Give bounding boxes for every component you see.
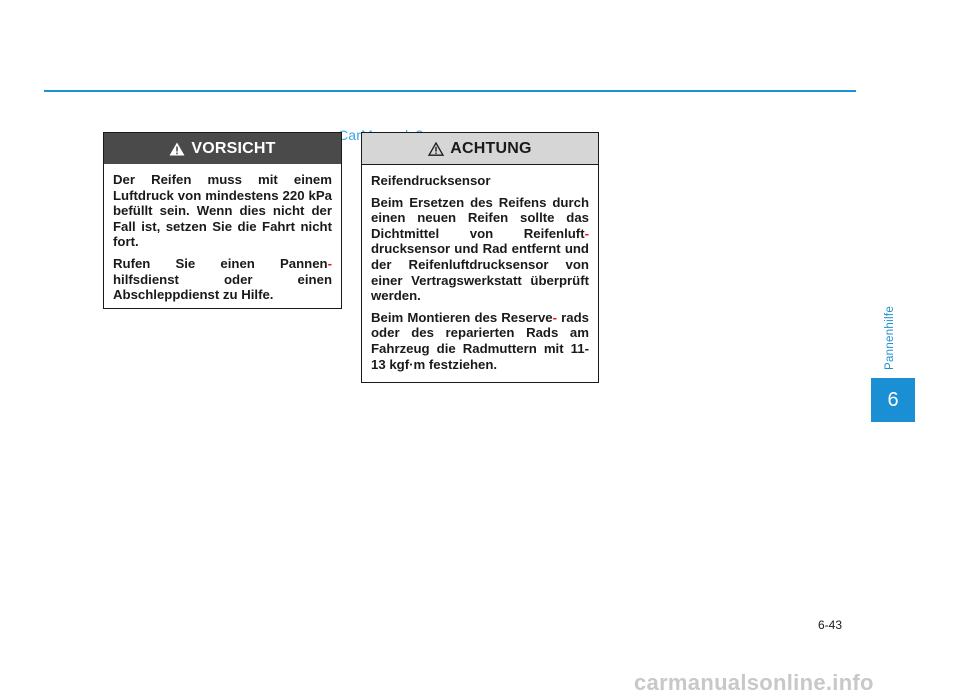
warning-triangle-icon: [169, 142, 185, 156]
warning-body: [362, 165, 598, 372]
hyphen-mark: -: [327, 255, 332, 271]
hyphen-mark: -: [552, 309, 558, 325]
warning-box: [361, 132, 599, 383]
warning-header: [362, 133, 598, 165]
caution-box: [103, 132, 342, 309]
caution-header: [104, 133, 341, 164]
section-side-label: [880, 302, 900, 374]
warning-paragraph-1-start: Beim Ersetzen des Reifens durch einen neuen Reifen sollte das Dichtmittel von Reifenluft: [371, 194, 589, 241]
warning-paragraph-1-end: drucksensor und Rad entfernt und der Reifenluftdrucksensor von einer Vertragswerkstatt überprüft werden.: [371, 241, 589, 304]
caution-paragraph-2-end: hilfsdienst oder einen Abschleppdienst zu Hilfe.: [113, 271, 332, 303]
section-label-text: Pannenhilfe: [884, 305, 897, 371]
warning-paragraph-2-start: Beim Montieren des Reserve: [371, 309, 553, 325]
warning-paragraph-2-end: rads oder des reparierten Rads am Fahrzeug die Radmuttern mit 11-13 kgf·m festziehen.: [371, 309, 589, 372]
caution-paragraph-2-start: Rufen Sie einen Pannen: [113, 255, 328, 271]
warning-triangle-outline-icon: [428, 142, 444, 156]
hyphen-mark: -: [584, 225, 589, 241]
warning-title: ACHTUNG: [450, 139, 532, 157]
caution-title: VORSICHT: [191, 139, 276, 157]
chapter-tab[interactable]: 6: [871, 378, 915, 422]
warning-paragraph-2: [371, 310, 589, 372]
caution-paragraph-1: Der Reifen muss mit einem Luftdruck von mindestens 220 kPa befüllt sein. Wenn dies nicht der Fall ist, setzen Sie die Fahrt nicht fort.: [113, 172, 332, 250]
watermark-bottom: carmanualsonline.info: [634, 670, 874, 695]
warning-heading: Reifendrucksensor: [371, 173, 491, 188]
top-rule: [44, 90, 856, 92]
page-number: 6-43: [818, 618, 843, 632]
warning-paragraph-1: [371, 195, 589, 304]
caution-body: [104, 164, 341, 303]
caution-paragraph-2: [113, 256, 332, 303]
